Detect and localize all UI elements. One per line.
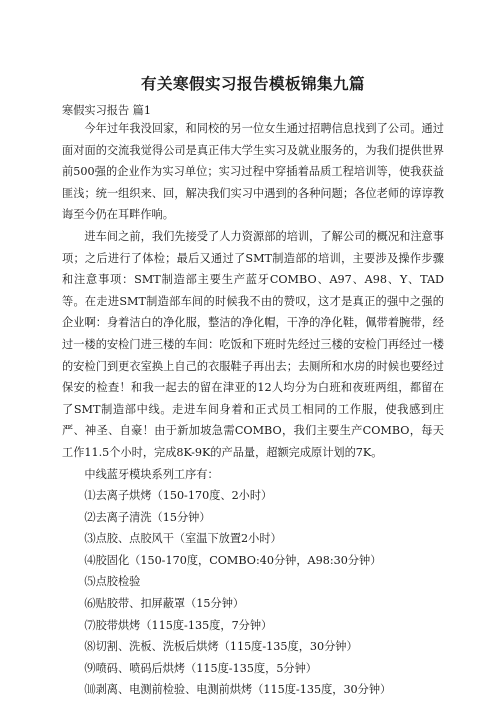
list-item: ⑺胶带烘烤（115度-135度，7分钟） — [84, 618, 273, 632]
document-title: 有关寒假实习报告模板锦集九篇 — [140, 75, 365, 93]
list-item: ⑼喷码、喷码后烘烤（115度-135度，5分钟） — [84, 661, 317, 675]
paragraph-workshop: 进车间之前，我们先接受了人力资源部的培训，了解公司的概况和注意事项；之后进行了体检；最后又通过了SMT制造部的培训，主要涉及操作步骤和注意事项：SMT制造部主要生产蓝牙COMBO、A97、A98、Y、TAD等。在走进SMT制造部车间的时候我不由的赞叹，这才是真正的强中之强的企业啊：身着洁白的净化服，整洁的净化帽，干净的净化鞋，佩带着腕带，经过一楼的安检门进三楼的车间：吃饭和下班时先经过三楼的安检门再经过一楼的安检门到更衣室换上自己的衣服鞋子再出去；去厕所和水房的时候也要经过保安的检查！和我一起去的留在津亚的12人均分为白班和夜班两组，都留在了SMT制造部中线。走进车间身着和正式员工相同的工作服，使我感到庄严、神圣、自豪！由于新加坡急需COMBO，我们主要生产COMBO，每天工作11.5个小时，完成8K-9K的产品量，超额完成原计划的7K。 — [62, 229, 444, 459]
section-heading: 寒假实习报告 篇1 — [62, 104, 151, 117]
list-item: ⑴去离子烘烤（150-170度、2小时） — [84, 489, 273, 503]
document-page — [62, 0, 444, 707]
list-intro: 中线蓝牙模块系列工序有： — [84, 467, 219, 481]
list-item: ⑹贴胶带、扣屏蔽罩（15分钟） — [84, 597, 245, 611]
document-body — [62, 118, 444, 701]
list-item: ⑷胶固化（150-170度，COMBO:40分钟，A98:30分钟） — [84, 553, 382, 567]
list-item: ⑸点胶检验 — [84, 575, 141, 589]
list-item: ⑽剥离、电测前检验、电测前烘烤（115度-135度，30分钟） — [84, 683, 392, 697]
list-item: ⑶点胶、点胶风干（室温下放置2小时） — [84, 532, 282, 546]
list-item: ⑻切割、洗板、洗板后烘烤（115度-135度，30分钟） — [84, 640, 358, 654]
paragraph-intro: 今年过年我没回家，和同校的另一位女生通过招聘信息找到了公司。通过面对面的交流我觉得公司是真正伟大学生实习及就业服务的，为我们提供世界前500强的企业作为实习单位；实习过程中穿插着品质工程培训等，使我获益匪浅；统一组织来、回，解决我们实习中遇到的各种问题；各位老师的谆谆教诲至今仍在耳畔作响。 — [62, 122, 444, 222]
process-steps-list — [62, 485, 444, 701]
list-item: ⑵去离子清洗（15分钟） — [84, 510, 211, 524]
